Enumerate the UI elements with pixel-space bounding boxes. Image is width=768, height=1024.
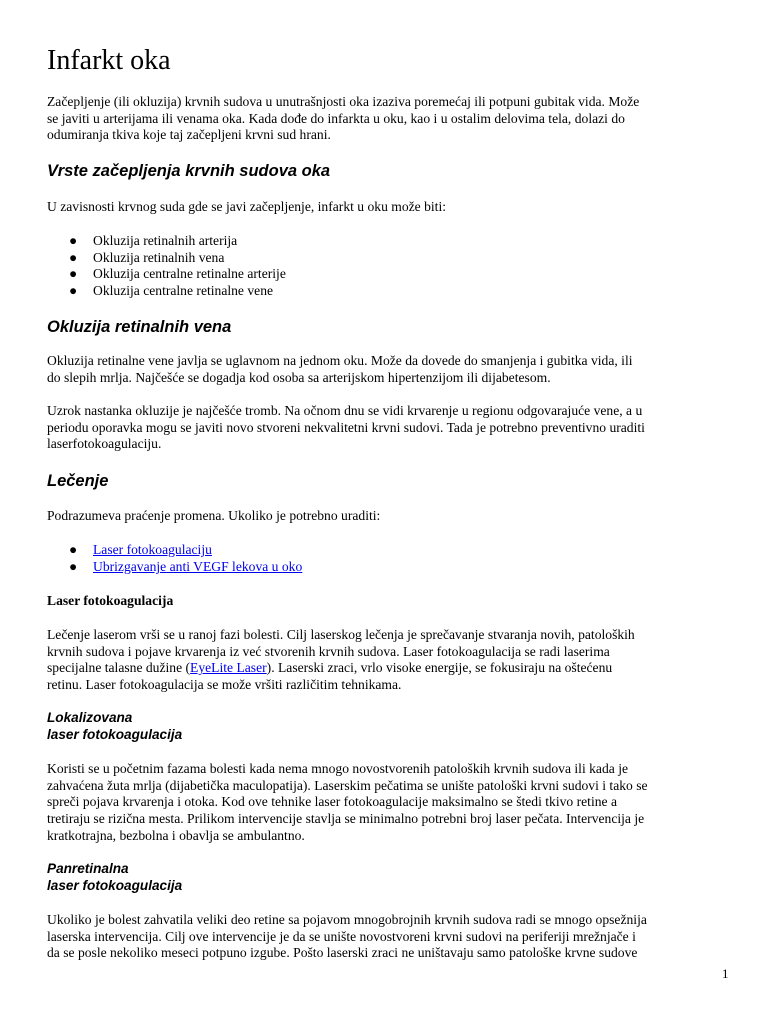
eyelite-laser-link[interactable]: EyeLite Laser bbox=[190, 660, 267, 676]
lokalizovana-line: tretiraju se rizična mesta. Prilikom intervencije stavlja se minimalno potrebni broj laser pečata. Intervencija je bbox=[47, 811, 645, 827]
anti-vegf-link[interactable]: Ubrizgavanje anti VEGF lekova u oko bbox=[93, 558, 303, 574]
okluzija-line: do slepih mrlja. Najčešće se dogadja kod osoba sa arterijskom hipertenzijom ili dijabetesom. bbox=[47, 369, 551, 385]
list-item-label: Okluzija centralne retinalne arterije bbox=[93, 266, 286, 282]
bullet-icon: ● bbox=[69, 558, 78, 574]
list-item bbox=[47, 266, 286, 283]
lokalizovana-line: spreči pojava krvarenja i otoka. Kod ove tehnike laser fotokoagulacije maksimalno se štedi tkivo retine a bbox=[47, 794, 617, 810]
list-item bbox=[47, 559, 302, 576]
subheading-line: laser fotokoagulacija bbox=[47, 726, 183, 742]
intro-line: se javiti u arterijama ili venama oka. Kada dođe do infarkta u oku, kao i u ostalim delovima tela, dolazi do bbox=[47, 110, 625, 126]
panretinalna-paragraph bbox=[47, 912, 730, 962]
lokalizovana-line: kratkotrajna, bezbolna i obavlja se ambulantno. bbox=[47, 827, 305, 843]
okluzija-paragraph-1 bbox=[47, 353, 730, 386]
subheading-line: laser fotokoagulacija bbox=[47, 877, 183, 893]
bullet-icon: ● bbox=[69, 266, 78, 282]
bullet-icon: ● bbox=[69, 283, 78, 299]
panretinalna-line: Ukoliko je bolest zahvatila veliki deo retine sa pojavom mnogobrojnih krvnih sudova radi se mnogo opsežnija bbox=[47, 912, 647, 927]
intro-line: Začepljenje (ili okluzija) krvnih sudova u unutrašnjosti oka izaziva poremećaj ili potpuni gubitak vida. Može bbox=[47, 94, 640, 109]
subheading-laser: Laser fotokoagulacija bbox=[47, 593, 174, 608]
intro-line: odumiranja tkiva koje taj začepljeni krvni sud hrani. bbox=[47, 127, 331, 143]
page-number: 1 bbox=[722, 966, 729, 981]
okluzija-line: laserfotokoagulaciju. bbox=[47, 436, 162, 452]
okluzija-line: Okluzija retinalne vene javlja se uglavnom na jednom oku. Može da dovede do smanjenja i gubitka vida, ili bbox=[47, 353, 633, 368]
subheading-lokalizovana bbox=[47, 710, 182, 743]
panretinalna-line: da se posle nekoliko meseci potpuno izgube. Pošto laserski zraci ne uništavaju samo patološke krvne sudove bbox=[47, 945, 638, 961]
list-item-label: Okluzija retinalnih vena bbox=[93, 249, 225, 265]
okluzija-line: Uzrok nastanka okluzije je najčešće tromb. Na očnom dnu se vidi krvarenje u regionu odgovarajuće vene, a u bbox=[47, 403, 643, 418]
section-heading-okluzija: Okluzija retinalnih vena bbox=[47, 318, 232, 336]
subheading-line: Lokalizovana bbox=[47, 710, 133, 725]
panretinalna-line: laserska intervencija. Cilj ove intervencije je da se unište novostvoreni krvni sudovi na periferiji mrežnjače i bbox=[47, 928, 636, 944]
list-item-label: Okluzija retinalnih arterija bbox=[93, 233, 238, 248]
treatment-links-list bbox=[47, 542, 302, 575]
lokalizovana-paragraph bbox=[47, 761, 730, 845]
laser-line: Lečenje laserom vrši se u ranoj fazi bolesti. Cilj laserskog lečenja je sprečavanje stvaranja novih, patoloških bbox=[47, 627, 635, 642]
list-item-label: Okluzija centralne retinalne vene bbox=[93, 283, 274, 299]
section-heading-vrste: Vrste začepljenja krvnih sudova oka bbox=[47, 162, 331, 180]
laser-fotokoagulacija-link[interactable]: Laser fotokoagulaciju bbox=[93, 542, 212, 557]
okluzija-line: periodu oporavka mogu se javiti novo stvoreni nekvalitetni krvni sudovi. Tada je potrebno preventivno uraditi bbox=[47, 419, 645, 435]
subheading-panretinalna bbox=[47, 861, 182, 894]
subheading-line: Panretinalna bbox=[47, 861, 129, 876]
laser-line-text: ). Laserski zraci, vrlo visoke energije, se fokusiraju na oštećenu bbox=[266, 660, 613, 676]
occlusion-types-list bbox=[47, 233, 286, 300]
bullet-icon: ● bbox=[69, 233, 78, 248]
bullet-icon: ● bbox=[69, 542, 78, 557]
list-item bbox=[47, 542, 302, 559]
laser-line: retinu. Laser fotokoagulacija se može vršiti različitim tehnikama. bbox=[47, 677, 402, 693]
lokalizovana-line: Koristi se u početnim fazama bolesti kada nema mnogo novostvorenih patoloških krvnih sudova ili kada je bbox=[47, 761, 629, 776]
lokalizovana-line: zahvaćena žuta mrlja (dijabetička maculopatija). Laserskim pečatima se unište patološki krvni sudovi i tako se bbox=[47, 777, 648, 793]
section-lead-lecenje: Podrazumeva praćenje promena. Ukoliko je potrebno uraditi: bbox=[47, 508, 381, 523]
laser-line: krvnih sudova i pojave krvarenja iz već stvorenih krvnih sudova. Laser fotokoagulacija se radi laserima bbox=[47, 643, 610, 659]
bullet-icon: ● bbox=[69, 249, 78, 265]
list-item bbox=[47, 283, 286, 300]
intro-paragraph bbox=[47, 94, 730, 144]
okluzija-paragraph-2 bbox=[47, 403, 730, 453]
laser-line bbox=[47, 660, 730, 677]
list-item bbox=[47, 250, 286, 267]
section-lead-vrste: U zavisnosti krvnog suda gde se javi začepljenje, infarkt u oku može biti: bbox=[47, 199, 447, 214]
laser-paragraph bbox=[47, 627, 730, 694]
section-heading-lecenje: Lečenje bbox=[47, 472, 109, 490]
laser-line-text: specijalne talasne dužine ( bbox=[47, 660, 191, 676]
page-title: Infarkt oka bbox=[47, 45, 171, 76]
list-item bbox=[47, 233, 286, 250]
